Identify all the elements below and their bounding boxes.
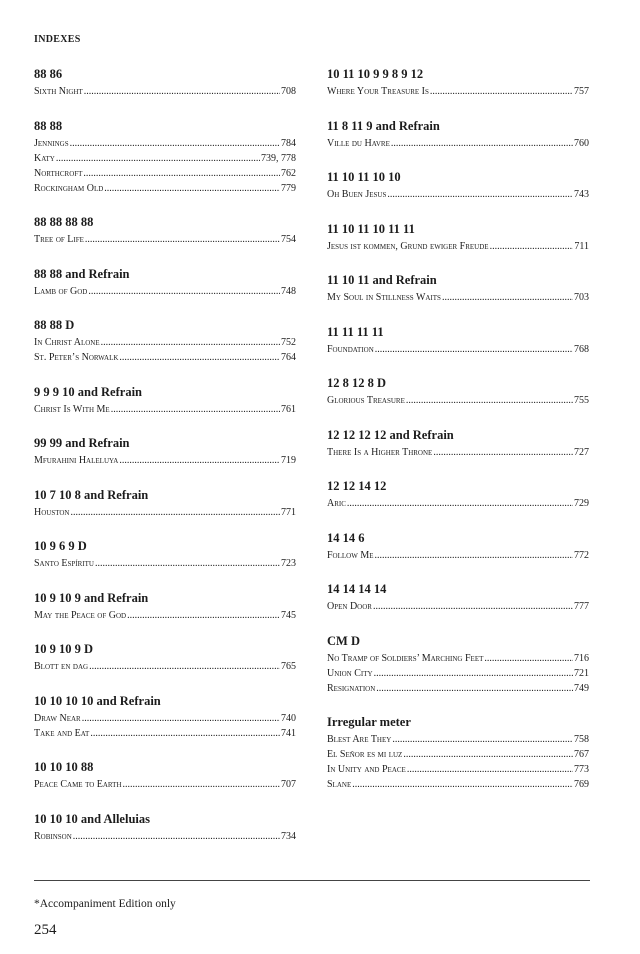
hymn-number: 772 bbox=[574, 549, 589, 561]
tune-entry bbox=[327, 747, 589, 762]
tune-name: Aric bbox=[327, 498, 346, 509]
tune-name: Open Door bbox=[327, 601, 372, 612]
meter-section bbox=[327, 530, 589, 563]
dot-leader bbox=[490, 239, 574, 254]
meter-heading: 10 10 10 88 bbox=[34, 760, 94, 774]
dot-leader bbox=[95, 556, 280, 571]
index-column-left bbox=[34, 66, 296, 862]
dot-leader bbox=[442, 290, 573, 305]
hymn-number: 769 bbox=[574, 779, 589, 790]
meter-section bbox=[34, 811, 296, 844]
hymn-number: 749 bbox=[574, 682, 589, 694]
dot-leader bbox=[407, 762, 573, 777]
meter-heading: 10 11 10 9 9 8 9 12 bbox=[327, 67, 424, 81]
tune-name: Glorious Treasure bbox=[327, 395, 405, 406]
tune-entry bbox=[34, 777, 296, 792]
dot-leader bbox=[374, 666, 573, 681]
tune-name: May the Peace of God bbox=[34, 609, 127, 621]
running-header: INDEXES bbox=[34, 34, 81, 45]
tune-name: Peace Came to Earth bbox=[34, 779, 122, 790]
hymn-number: 743 bbox=[574, 189, 589, 200]
meter-section bbox=[327, 169, 589, 202]
page-number: 254 bbox=[34, 922, 57, 938]
tune-name: Jesus ist kommen, Grund ewiger Freude bbox=[327, 240, 489, 252]
meter-heading: 10 9 6 9 D bbox=[34, 539, 87, 553]
tune-name: Follow Me bbox=[327, 549, 374, 561]
tune-name: Lamb of God bbox=[34, 285, 88, 297]
tune-name: Foundation bbox=[327, 343, 374, 355]
footnote-divider bbox=[34, 880, 590, 881]
meter-section bbox=[34, 693, 296, 741]
meter-heading: 99 99 and Refrain bbox=[34, 436, 130, 450]
meter-section bbox=[327, 118, 589, 151]
meter-section bbox=[34, 384, 296, 417]
hymn-number: 760 bbox=[574, 137, 589, 149]
meter-heading: 11 11 11 11 bbox=[327, 324, 384, 339]
meter-heading: CM D bbox=[327, 633, 360, 648]
meter-heading: 12 12 14 12 bbox=[327, 479, 387, 493]
dot-leader bbox=[375, 342, 573, 357]
hymn-number: 765 bbox=[281, 661, 296, 672]
tune-entry bbox=[327, 681, 589, 696]
meter-section bbox=[327, 633, 589, 696]
hymn-number: 716 bbox=[574, 652, 589, 664]
tune-entry bbox=[34, 829, 296, 844]
meter-heading: 11 10 11 and Refrain bbox=[327, 273, 437, 287]
meter-section bbox=[327, 581, 589, 614]
meter-heading: 88 88 and Refrain bbox=[34, 266, 130, 281]
tune-name: In Unity and Peace bbox=[327, 764, 406, 775]
hymn-number: 757 bbox=[574, 86, 589, 97]
tune-name: Draw Near bbox=[34, 712, 81, 724]
hymn-number: 729 bbox=[574, 498, 589, 509]
tune-name: Mfurahini Haleluya bbox=[34, 455, 119, 466]
hymn-number: 739, 778 bbox=[261, 152, 296, 164]
tune-name: No Tramp of Soldiers’ Marching Feet bbox=[327, 652, 484, 664]
meter-heading: 88 88 D bbox=[34, 318, 75, 332]
meter-section bbox=[34, 590, 296, 623]
index-column-right bbox=[327, 66, 589, 811]
meter-section bbox=[34, 641, 296, 674]
tune-entry bbox=[34, 181, 296, 196]
tune-entry bbox=[34, 556, 296, 571]
hymn-number: 771 bbox=[281, 506, 296, 518]
hymn-number: 748 bbox=[281, 285, 296, 297]
meter-section bbox=[327, 221, 589, 254]
hymn-number: 727 bbox=[574, 446, 589, 458]
tune-entry bbox=[34, 608, 296, 623]
tune-entry bbox=[34, 453, 296, 468]
meter-heading: 12 12 12 12 and Refrain bbox=[327, 427, 454, 442]
meter-section bbox=[327, 324, 589, 357]
tune-name: Rockingham Old bbox=[34, 182, 104, 194]
tune-entry bbox=[327, 445, 589, 460]
hymn-number: 740 bbox=[281, 712, 296, 724]
tune-name: Where Your Treasure Is bbox=[327, 86, 429, 97]
hymn-number: 734 bbox=[281, 830, 296, 842]
tune-entry bbox=[327, 777, 589, 792]
meter-section bbox=[34, 66, 296, 99]
meter-heading: 10 10 10 10 and Refrain bbox=[34, 693, 161, 708]
tune-name: St. Peter’s Norwalk bbox=[34, 352, 119, 363]
tune-entry bbox=[327, 84, 589, 99]
hymn-number: 755 bbox=[574, 395, 589, 406]
meter-section bbox=[34, 487, 296, 520]
tune-entry bbox=[34, 505, 296, 520]
tune-name: Jennings bbox=[34, 137, 69, 149]
tune-name: Oh Buen Jesus bbox=[327, 189, 387, 200]
meter-heading: 12 8 12 8 D bbox=[327, 376, 387, 390]
meter-heading: 14 14 6 bbox=[327, 530, 365, 545]
tune-entry bbox=[34, 284, 296, 299]
hymn-number: 721 bbox=[574, 667, 589, 679]
hymn-number: 708 bbox=[281, 86, 296, 97]
tune-entry bbox=[327, 239, 589, 254]
meter-heading: 10 9 10 9 and Refrain bbox=[34, 590, 149, 605]
dot-leader bbox=[376, 681, 573, 696]
tune-entry bbox=[34, 136, 296, 151]
meter-section bbox=[327, 375, 589, 408]
meter-section bbox=[34, 266, 296, 299]
tune-name: Houston bbox=[34, 506, 70, 518]
dot-leader bbox=[403, 747, 573, 762]
tune-entry bbox=[327, 187, 589, 202]
tune-entry bbox=[327, 290, 589, 305]
tune-entry bbox=[327, 342, 589, 357]
hymn-number: 707 bbox=[281, 779, 296, 790]
hymn-number: 711 bbox=[574, 240, 589, 252]
tune-name: Robinson bbox=[34, 830, 72, 842]
tune-entry bbox=[327, 496, 589, 511]
tune-entry bbox=[34, 84, 296, 99]
tune-name: Tree of Life bbox=[34, 234, 84, 245]
tune-entry bbox=[34, 726, 296, 741]
tune-entry bbox=[327, 548, 589, 563]
tune-name: Katy bbox=[34, 152, 55, 164]
dot-leader bbox=[90, 726, 280, 741]
dot-leader bbox=[127, 608, 280, 623]
meter-heading: 11 8 11 9 and Refrain bbox=[327, 118, 440, 133]
meter-heading: 11 10 11 10 11 11 bbox=[327, 221, 415, 236]
dot-leader bbox=[101, 335, 280, 350]
dot-leader bbox=[387, 187, 573, 202]
hymn-number: 764 bbox=[281, 352, 296, 363]
tune-entry bbox=[34, 151, 296, 166]
meter-section bbox=[327, 427, 589, 460]
tune-name: Resignation bbox=[327, 682, 376, 694]
meter-section bbox=[34, 435, 296, 468]
dot-leader bbox=[391, 136, 573, 151]
meter-section bbox=[34, 538, 296, 571]
dot-leader bbox=[433, 445, 573, 460]
meter-heading: Irregular meter bbox=[327, 715, 411, 729]
tune-name: El Señor es mi luz bbox=[327, 749, 403, 760]
meter-heading: 14 14 14 14 bbox=[327, 582, 387, 596]
meter-heading: 10 9 10 9 D bbox=[34, 642, 94, 656]
dot-leader bbox=[82, 711, 280, 726]
hymn-number: 784 bbox=[281, 137, 296, 149]
dot-leader bbox=[406, 393, 573, 408]
tune-entry bbox=[327, 651, 589, 666]
dot-leader bbox=[375, 548, 574, 563]
hymn-number: 745 bbox=[281, 609, 296, 621]
dot-leader bbox=[104, 181, 280, 196]
dot-leader bbox=[84, 84, 280, 99]
dot-leader bbox=[352, 777, 573, 792]
dot-leader bbox=[392, 732, 573, 747]
tune-entry bbox=[327, 599, 589, 614]
dot-leader bbox=[119, 453, 280, 468]
meter-heading: 11 10 11 10 10 bbox=[327, 170, 401, 184]
meter-section bbox=[327, 714, 589, 792]
dot-leader bbox=[88, 284, 280, 299]
meter-section bbox=[34, 759, 296, 792]
tune-entry bbox=[34, 402, 296, 417]
dot-leader bbox=[71, 505, 281, 520]
dot-leader bbox=[484, 651, 573, 666]
hymn-number: 758 bbox=[574, 734, 589, 745]
meter-section bbox=[327, 478, 589, 511]
dot-leader bbox=[56, 151, 260, 166]
dot-leader bbox=[83, 166, 280, 181]
meter-heading: 9 9 9 10 and Refrain bbox=[34, 384, 142, 399]
footnote: *Accompaniment Edition only bbox=[34, 898, 176, 910]
tune-name: Northcroft bbox=[34, 167, 83, 179]
meter-heading: 88 88 bbox=[34, 118, 63, 133]
meter-section bbox=[34, 214, 296, 247]
tune-name: In Christ Alone bbox=[34, 337, 100, 348]
hymn-number: 703 bbox=[574, 292, 589, 303]
hymn-number: 752 bbox=[281, 337, 296, 348]
hymn-number: 761 bbox=[281, 403, 296, 415]
meter-section bbox=[34, 118, 296, 196]
dot-leader bbox=[347, 496, 573, 511]
hymn-number: 777 bbox=[574, 601, 589, 612]
tune-name: Blest Are They bbox=[327, 734, 392, 745]
hymn-number: 779 bbox=[281, 182, 296, 194]
meter-heading: 88 88 88 88 bbox=[34, 215, 94, 229]
dot-leader bbox=[111, 402, 280, 417]
tune-name: Santo Espíritu bbox=[34, 558, 94, 569]
tune-name: Ville du Havre bbox=[327, 137, 390, 149]
tune-entry bbox=[34, 711, 296, 726]
hymn-number: 741 bbox=[281, 727, 296, 739]
hymn-number: 762 bbox=[281, 167, 296, 179]
hymn-number: 754 bbox=[281, 234, 296, 245]
dot-leader bbox=[119, 350, 280, 365]
dot-leader bbox=[123, 777, 280, 792]
dot-leader bbox=[73, 829, 280, 844]
hymn-number: 723 bbox=[281, 558, 296, 569]
tune-entry bbox=[34, 350, 296, 365]
tune-name: Slane bbox=[327, 779, 352, 790]
hymn-number: 773 bbox=[574, 764, 589, 775]
meter-section bbox=[327, 272, 589, 305]
tune-entry bbox=[34, 232, 296, 247]
meter-section bbox=[327, 66, 589, 99]
tune-entry bbox=[34, 335, 296, 350]
hymn-number: 768 bbox=[574, 343, 589, 355]
dot-leader bbox=[373, 599, 573, 614]
tune-entry bbox=[327, 732, 589, 747]
meter-heading: 10 10 10 and Alleluias bbox=[34, 811, 150, 826]
meter-heading: 88 86 bbox=[34, 67, 63, 81]
meter-heading: 10 7 10 8 and Refrain bbox=[34, 487, 149, 502]
dot-leader bbox=[85, 232, 280, 247]
tune-entry bbox=[327, 666, 589, 681]
meter-section bbox=[34, 317, 296, 365]
hymn-number: 719 bbox=[281, 455, 296, 466]
dot-leader bbox=[70, 136, 280, 151]
tune-name: Blott en dag bbox=[34, 661, 89, 672]
tune-name: My Soul in Stillness Waits bbox=[327, 292, 441, 303]
tune-name: There Is a Higher Throne bbox=[327, 446, 433, 458]
tune-entry bbox=[327, 393, 589, 408]
tune-name: Take and Eat bbox=[34, 727, 90, 739]
hymn-number: 767 bbox=[574, 749, 589, 760]
tune-name: Sixth Night bbox=[34, 86, 83, 97]
dot-leader bbox=[89, 659, 280, 674]
tune-entry bbox=[327, 762, 589, 777]
tune-name: Christ Is With Me bbox=[34, 403, 110, 415]
tune-entry bbox=[34, 166, 296, 181]
tune-name: Union City bbox=[327, 667, 373, 679]
tune-entry bbox=[34, 659, 296, 674]
dot-leader bbox=[430, 84, 573, 99]
tune-entry bbox=[327, 136, 589, 151]
